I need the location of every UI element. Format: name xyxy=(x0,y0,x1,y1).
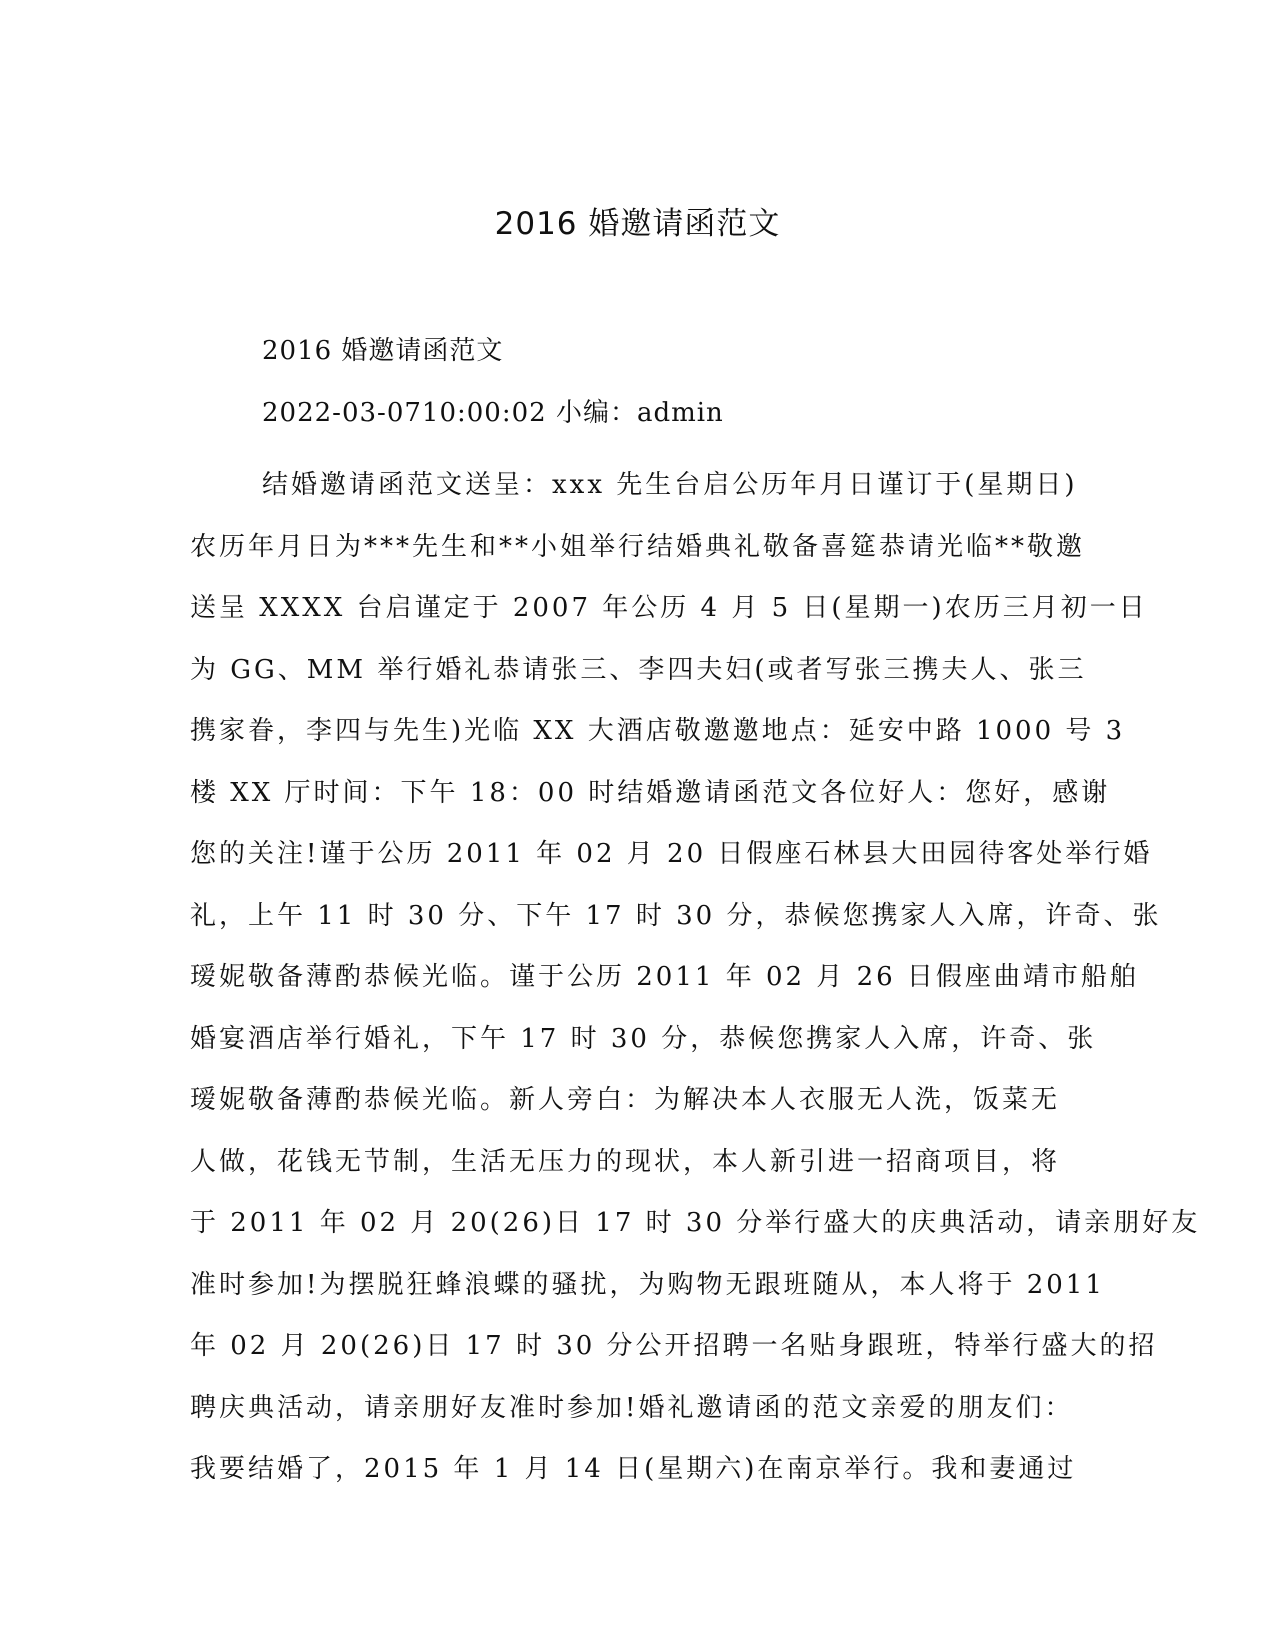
body-line: 我要结婚了，2015 年 1 月 14 日(星期六)在南京举行。我和妻通过 xyxy=(190,1454,1077,1484)
body-line: 瑷妮敬备薄酌恭候光临。新人旁白：为解决本人衣服无人洗，饭菜无 xyxy=(190,1085,1061,1115)
document-body xyxy=(190,455,1201,1501)
body-line: 瑷妮敬备薄酌恭候光临。谨于公历 2011 年 02 月 26 日假座曲靖市船舶 xyxy=(190,962,1139,992)
body-line: 农历年月日为***先生和**小姐举行结婚典礼敬备喜筵恭请光临**敬邀 xyxy=(190,531,1086,562)
body-line: 准时参加!为摆脱狂蜂浪蝶的骚扰，为购物无跟班随从，本人将于 2011 xyxy=(190,1269,1105,1300)
document-title: 2016 婚邀请函范文 xyxy=(494,206,781,242)
body-line: 楼 XX 厅时间：下午 18：00 时结婚邀请函范文各位好人：您好，感谢 xyxy=(190,777,1111,808)
body-line: 于 2011 年 02 月 20(26)日 17 时 30 分举行盛大的庆典活动，请亲朋好友 xyxy=(190,1208,1201,1238)
body-line: 人做，花钱无节制，生活无压力的现状，本人新引进一招商项目，将 xyxy=(190,1146,1061,1177)
document-subtitle: 2016 婚邀请函范文 xyxy=(262,336,504,366)
body-line: 为 GG、MM 举行婚礼恭请张三、李四夫妇(或者写张三携夫人、张三 xyxy=(190,654,1087,685)
body-line: 结婚邀请函范文送呈：xxx 先生台启公历年月日谨订于(星期日) xyxy=(262,470,1078,500)
body-line: 年 02 月 20(26)日 17 时 30 分公开招聘一名贴身跟班，特举行盛大的招 xyxy=(190,1331,1158,1361)
body-line: 聘庆典活动，请亲朋好友准时参加!婚礼邀请函的范文亲爱的朋友们： xyxy=(190,1392,1074,1423)
body-line: 送呈 XXXX 台启谨定于 2007 年公历 4 月 5 日(星期一)农历三月初一日 xyxy=(190,593,1148,623)
body-line: 携家眷，李四与先生)光临 XX 大酒店敬邀邀地点：延安中路 1000 号 3 xyxy=(190,716,1126,746)
body-line: 婚宴酒店举行婚礼，下午 17 时 30 分，恭候您携家人入席，许奇、张 xyxy=(190,1023,1097,1054)
document-dateline: 2022-03-0710:00:02 小编：admin xyxy=(262,398,724,428)
body-line: 您的关注!谨于公历 2011 年 02 月 20 日假座石林县大田园待客处举行婚 xyxy=(190,839,1153,869)
body-line: 礼，上午 11 时 30 分、下午 17 时 30 分，恭候您携家人入席，许奇、张 xyxy=(190,900,1162,931)
